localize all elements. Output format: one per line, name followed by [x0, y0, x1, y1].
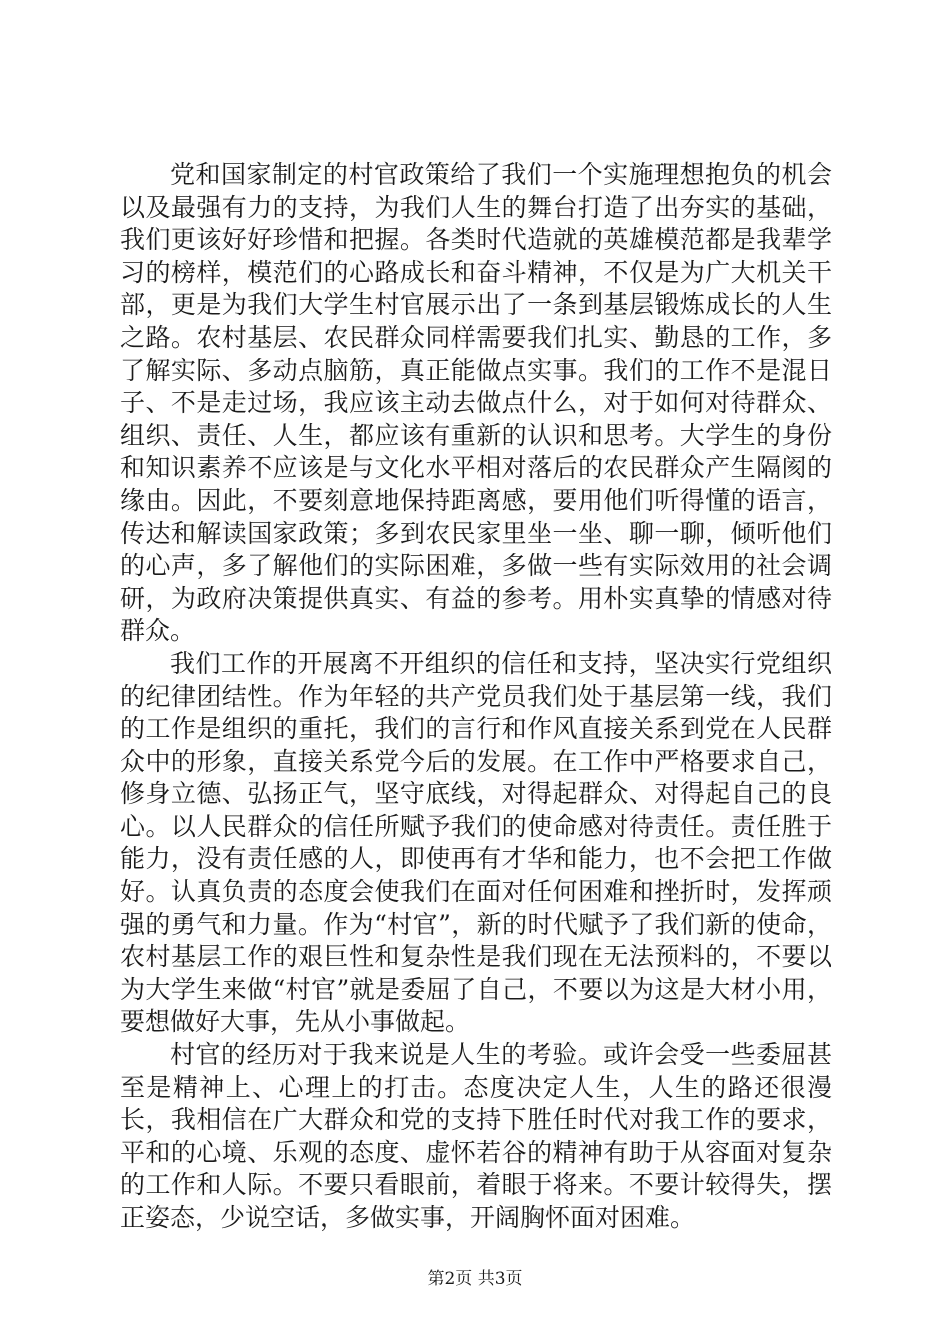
paragraph-2: 我们工作的开展离不开组织的信任和支持，坚决实行党组织的纪律团结性。作为年轻的共产党员我们处于基层第一线，我们的工作是组织的重托，我们的言行和作风直接关系到党在人民群众中的形象，直接关系党今后的发展。在工作中严格要求自己，修身立德、弘扬正气，坚守底线，对得起群众、对得起自己的良心。以人民群众的信任所赋予我们的使命感对待责任。责任胜于能力，没有责任感的人，即使再有才华和能力，也不会把工作做好。认真负责的态度会使我们在面对任何困难和挫折时，发挥顽强的勇气和力量。作为“村官”，新的时代赋予了我们新的使命，农村基层工作的艰巨性和复杂性是我们现在无法预料的，不要以为大学生来做“村官”就是委屈了自己，不要以为这是大材小用，要想做好大事，先从小事做起。	[120, 648, 832, 1037]
paragraph-3: 村官的经历对于我来说是人生的考验。或许会受一些委屈甚至是精神上、心理上的打击。态度决定人生，人生的路还很漫长，我相信在广大群众和党的支持下胜任时代对我工作的要求，平和的心境、乐观的态度、虚怀若谷的精神有助于从容面对复杂的工作和人际。不要只看眼前，着眼于将来。不要计较得失，摆正姿态，少说空话，多做实事，开阔胸怀面对困难。	[120, 1040, 832, 1232]
page-footer: 第2页 共3页	[427, 1269, 523, 1289]
body-text	[120, 159, 832, 1235]
paragraph-1: 党和国家制定的村官政策给了我们一个实施理想抱负的机会以及最强有力的支持，为我们人生的舞台打造了出夯实的基础，我们更该好好珍惜和把握。各类时代造就的英雄模范都是我辈学习的榜样，模范们的心路成长和奋斗精神，不仅是为广大机关干部，更是为我们大学生村官展示出了一条到基层锻炼成长的人生之路。农村基层、农民群众同样需要我们扎实、勤恳的工作，多了解实际、多动点脑筋，真正能做点实事。我们的工作不是混日子、不是走过场，我应该主动去做点什么，对于如何对待群众、组织、责任、人生，都应该有重新的认识和思考。大学生的身份和知识素养不应该是与文化水平相对落后的农民群众产生隔阂的缘由。因此，不要刻意地保持距离感，要用他们听得懂的语言，传达和解读国家政策；多到农民家里坐一坐、聊一聊，倾听他们的心声，多了解他们的实际困难，多做一些有实际效用的社会调研，为政府决策提供真实、有益的参考。用朴实真挚的情感对待群众。	[120, 160, 832, 646]
